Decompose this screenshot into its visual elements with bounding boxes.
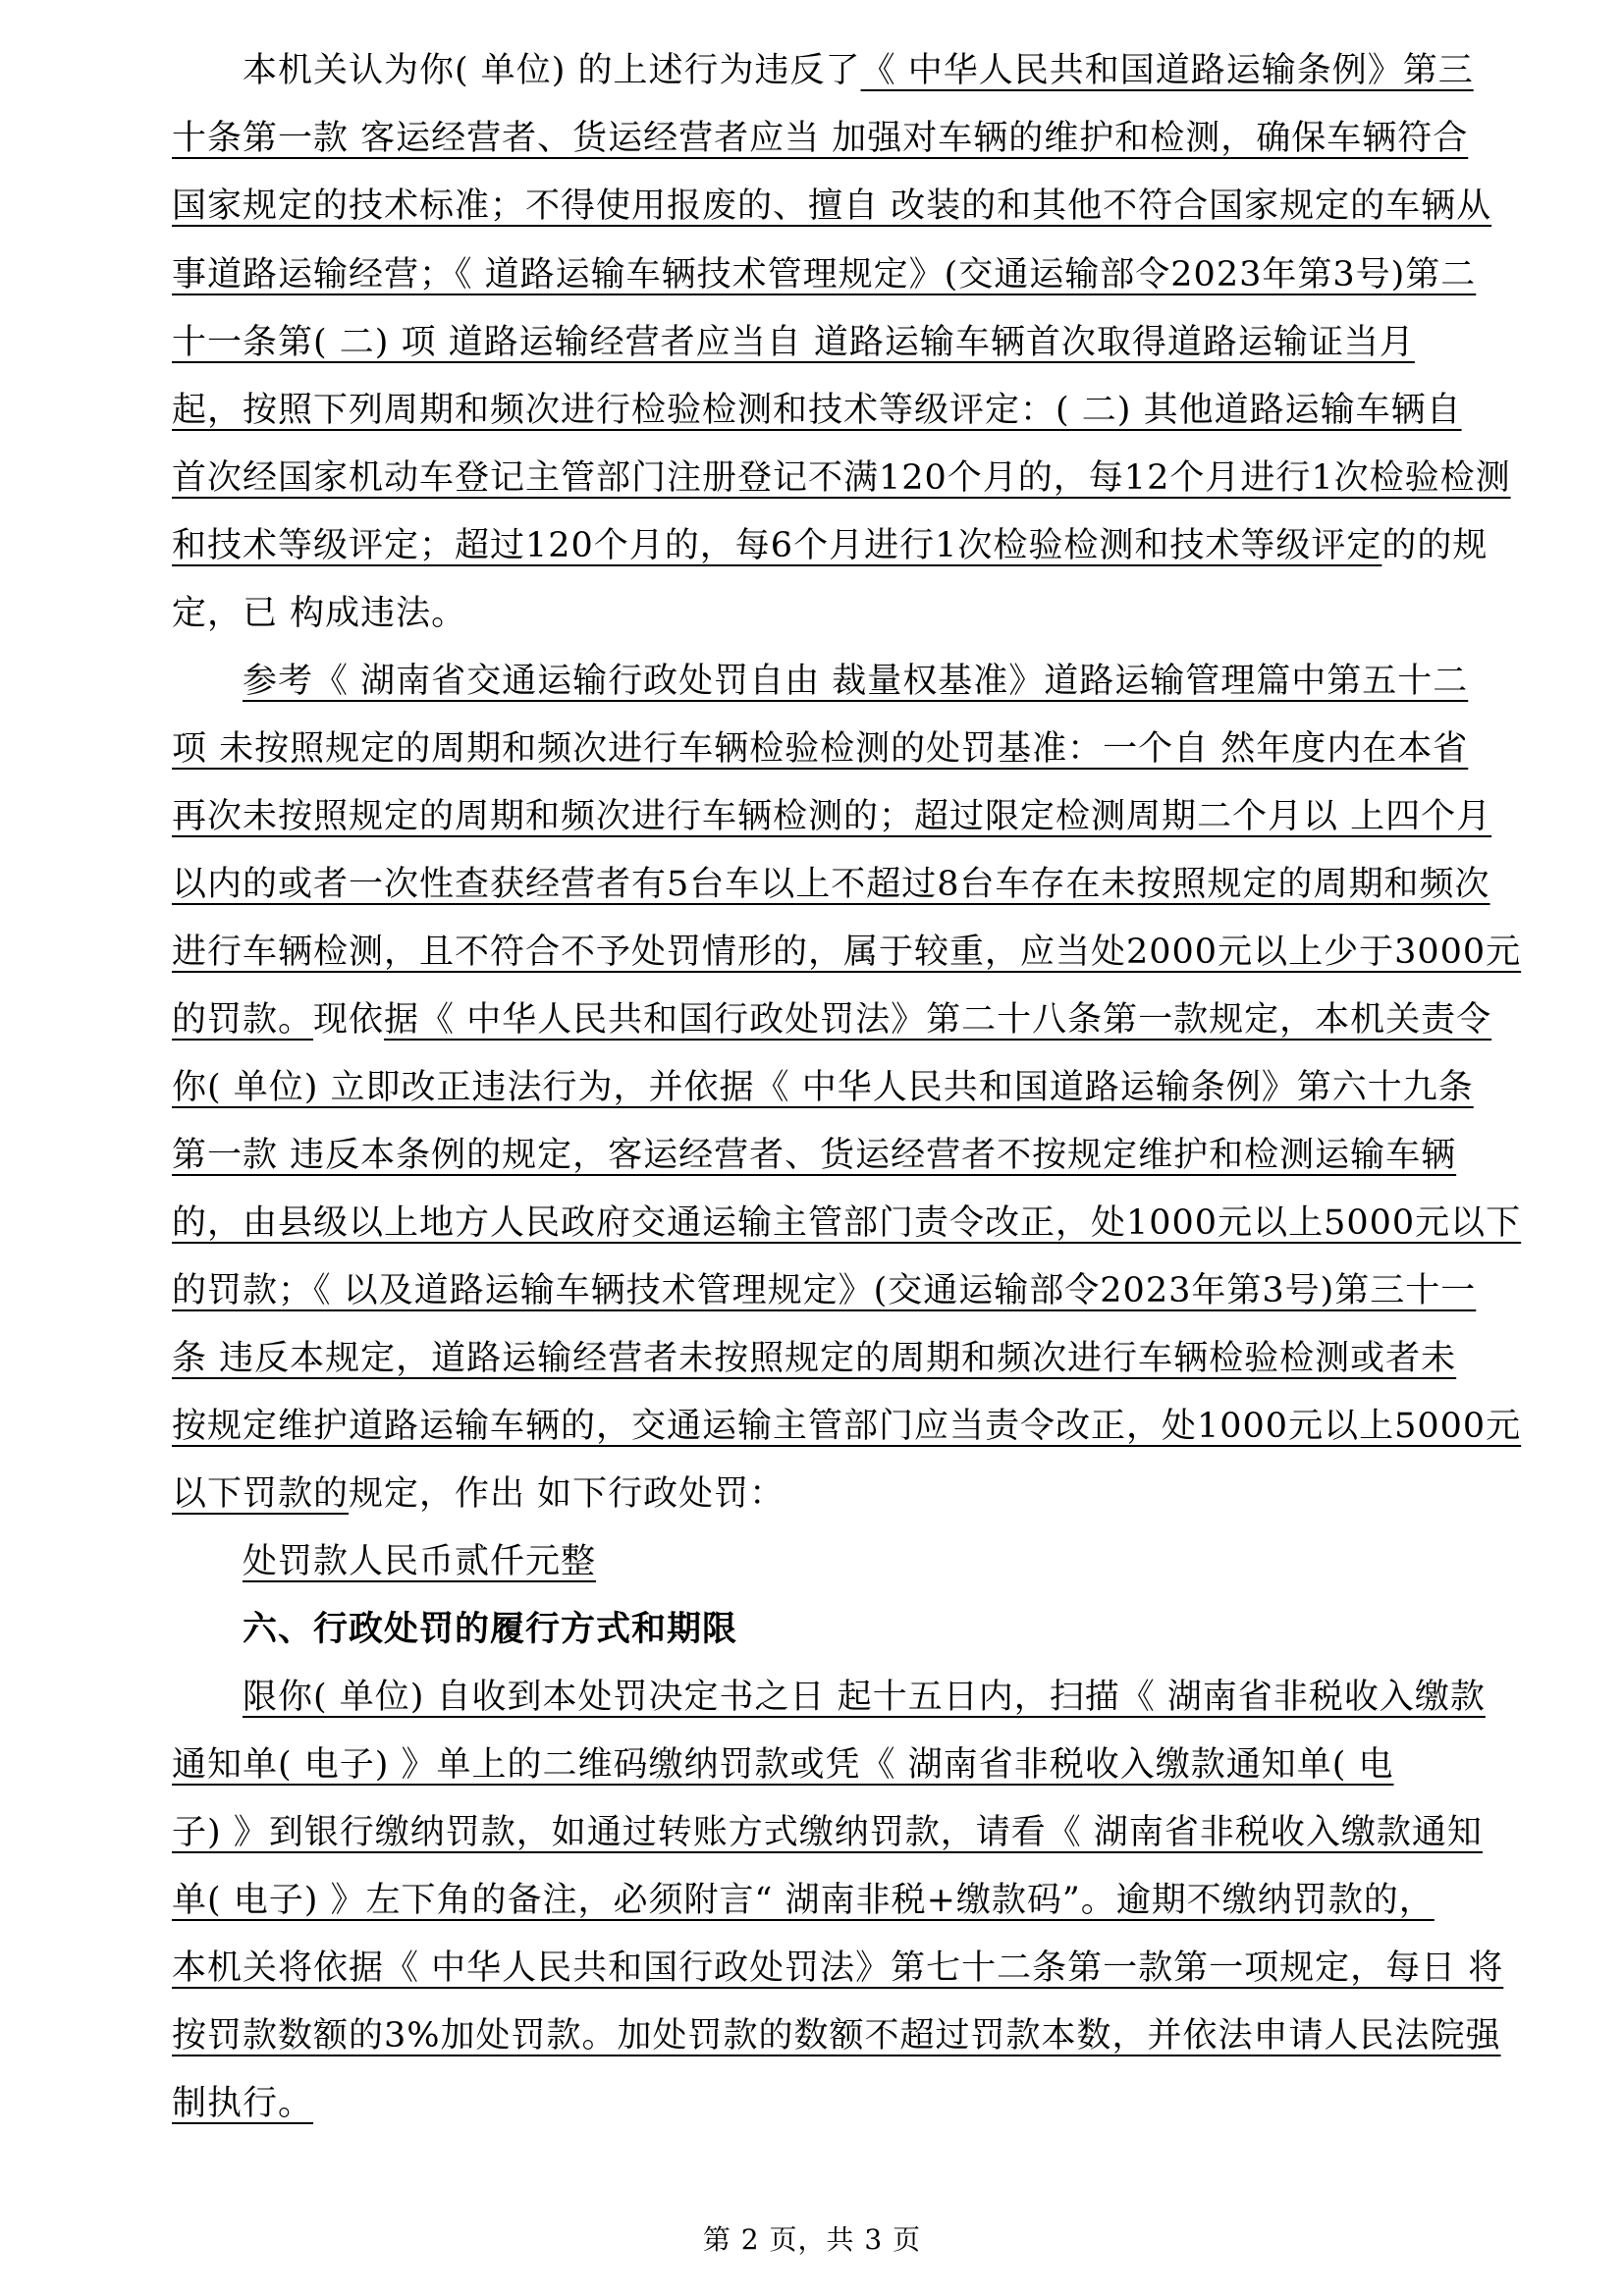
text-line xyxy=(172,1470,785,1518)
underlined-text-line: 条 违反本规定，道路运输经营者未按照规定的周期和频次进行车辆检验检测或者未 xyxy=(172,1339,1457,1378)
underlined-text-line: 国家规定的技术标准；不得使用报废的、擅自 改装的和其他不符合国家规定的车辆从 xyxy=(172,187,1492,226)
page-number: 第 2 页，共 3 页 xyxy=(702,2223,922,2256)
underlined-text-line: 按规定维护道路运输车辆的，交通运输主管部门应当责令改正，处1000元以上5000元 xyxy=(172,1407,1522,1446)
underlined-text-line: 子) 》到银行缴纳罚款，如通过转账方式缴纳罚款，请看《 湖南省非税收入缴款通知 xyxy=(172,1813,1483,1852)
underlined-text-line: 十一条第( 二) 项 道路运输经营者应当自 道路运输车辆首次取得道路运输证当月 xyxy=(172,323,1415,362)
underlined-text: 和技术等级评定；超过120个月的，每6个月进行1次检验检测和技术等级评定 xyxy=(172,526,1382,565)
underlined-text: 据《 中华人民共和国行政处罚法》第二十八条第一款规定，本机关责令 xyxy=(384,1000,1492,1040)
underlined-text-line: 限你( 单位) 自收到本处罚决定书之日 起十五日内，扫描《 湖南省非税收入缴款 xyxy=(243,1678,1486,1717)
underlined-text-line: 进行车辆检测，且不符合不予处罚情形的，属于较重，应当处2000元以上少于3000元 xyxy=(172,933,1522,972)
underlined-text-line: 通知单( 电子) 》单上的二维码缴纳罚款或凭《 湖南省非税收入缴款通知单( 电 xyxy=(172,1745,1394,1785)
underlined-text-line: 首次经国家机动车登记主管部门注册登记不满120个月的，每12个月进行1次检验检测 xyxy=(172,458,1511,498)
text-line xyxy=(172,996,1491,1043)
underlined-text: 的罚款。 xyxy=(172,1000,314,1040)
underlined-text-line: 起，按照下列周期和频次进行检验检测和技术等级评定：( 二) 其他道路运输车辆自 xyxy=(172,391,1462,430)
underlined-text-line: 的，由县级以上地方人民政府交通运输主管部门责令改正，处1000元以上5000元以下 xyxy=(172,1203,1522,1243)
penalty-amount: 处罚款人民币贰仟元整 xyxy=(243,1542,597,1581)
underlined-text-line: 单( 电子) 》左下角的备注，必须附言“ 湖南非税+缴款码”。逾期不缴纳罚款的， xyxy=(172,1881,1435,1920)
underlined-text: 以下罚款的 xyxy=(172,1474,350,1514)
underlined-text-line: 再次未按照规定的周期和频次进行车辆检测的；超过限定检测周期二个月以 上四个月 xyxy=(172,797,1492,836)
underlined-text-line: 事道路运输经营；《 道路运输车辆技术管理规定》(交通运输部令2023年第3号)第二 xyxy=(172,255,1477,294)
text-segment: 现依 xyxy=(313,1000,385,1040)
underlined-text: 《 中华人民共和国道路运输条例》第三 xyxy=(860,51,1474,90)
text-line xyxy=(172,522,1488,569)
section-heading: 六、行政处罚的履行方式和期限 xyxy=(243,1609,738,1649)
underlined-text-line: 本机关将依据《 中华人民共和国行政处罚法》第七十二条第一款第一项规定，每日 将 xyxy=(172,1949,1504,1988)
text-line: 定，已 构成违法。 xyxy=(172,594,467,633)
underlined-text-line: 的罚款；《 以及道路运输车辆技术管理规定》(交通运输部令2023年第3号)第三十一 xyxy=(172,1271,1477,1310)
underlined-text-line: 参考《 湖南省交通运输行政处罚自由 裁量权基准》道路运输管理篇中第五十二 xyxy=(243,662,1469,701)
text-segment: 规定，作出 如下行政处罚： xyxy=(349,1474,785,1514)
underlined-text-line: 以内的或者一次性查获经营者有5台车以上不超过8台车存在未按照规定的周期和频次 xyxy=(172,865,1490,904)
underlined-text-line: 第一款 违反本条例的规定，客运经营者、货运经营者不按规定维护和检测运输车辆 xyxy=(172,1136,1457,1175)
text-segment: 的的规 xyxy=(1381,526,1489,565)
underlined-text-line: 项 未按照规定的周期和频次进行车辆检验检测的处罚基准：一个自 然年度内在本省 xyxy=(172,729,1469,769)
underlined-text-line: 按罚款数额的3%加处罚款。加处罚款的数额不超过罚款本数，并依法申请人民法院强 xyxy=(172,2016,1501,2056)
text-line xyxy=(243,47,1474,94)
underlined-text-line: 十条第一款 客运经营者、货运经营者应当 加强对车辆的维护和检测，确保车辆符合 xyxy=(172,119,1469,158)
underlined-text-line: 你( 单位) 立即改正违法行为，并依据《 中华人民共和国道路运输条例》第六十九条 xyxy=(172,1068,1474,1107)
underlined-text-line: 制执行。 xyxy=(172,2084,314,2123)
text-segment: 本机关认为你( 单位) 的上述行为违反了 xyxy=(243,51,861,90)
